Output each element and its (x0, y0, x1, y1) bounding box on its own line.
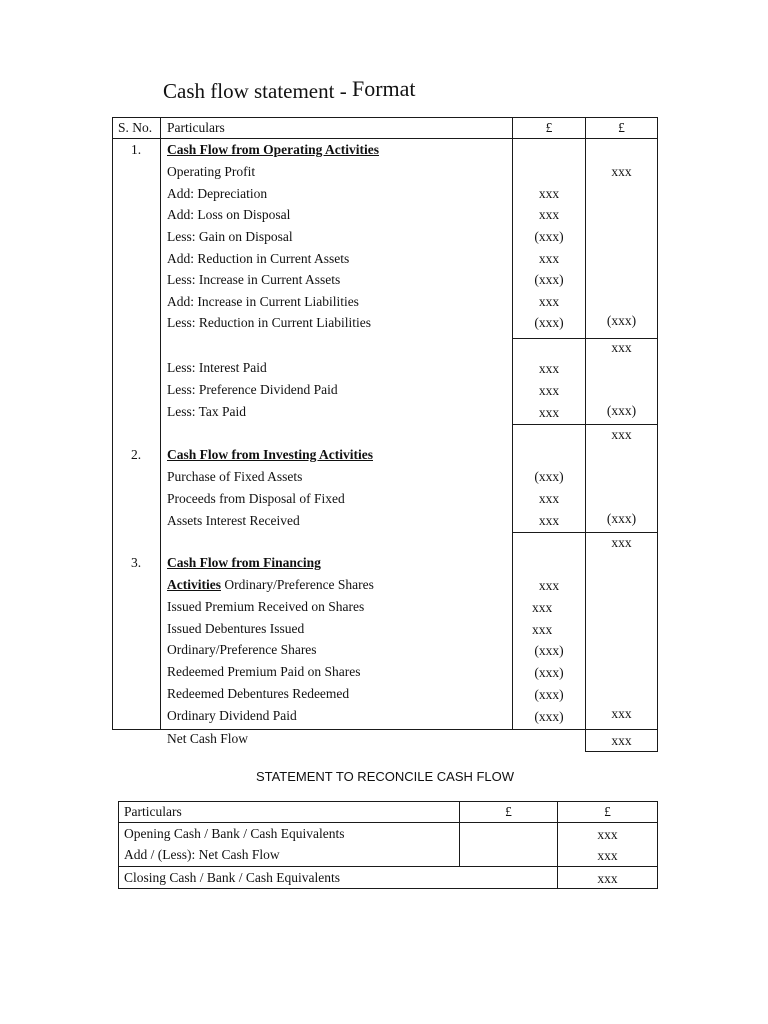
row-label: Issued Premium Received on Shares (167, 599, 365, 614)
reconcile-top-border (118, 801, 658, 802)
row-col1: (xxx) (534, 469, 564, 484)
row-col1: (xxx) (534, 272, 564, 287)
reconcile-closing-label: Closing Cash / Bank / Cash Equivalents (124, 870, 340, 885)
row-col1: (xxx) (534, 709, 564, 724)
subtotal-value: xxx (611, 340, 632, 355)
header-col1: £ (545, 120, 553, 135)
row-label: Redeemed Premium Paid on Shares (167, 664, 361, 679)
row-label: Purchase of Fixed Assets (167, 469, 303, 484)
title-main: Cash flow statement - (163, 79, 347, 103)
page-title (163, 78, 416, 104)
row-col1: (xxx) (534, 687, 564, 702)
reconcile-header-col1: £ (505, 804, 512, 819)
net-cash-flow-label: Net Cash Flow (167, 731, 248, 746)
section-heading-investing: Cash Flow from Investing Activities (167, 447, 373, 462)
row-label: Less: Gain on Disposal (167, 229, 293, 244)
table-top-border (112, 117, 658, 118)
row-label: Redeemed Debentures Redeemed (167, 686, 350, 701)
reconcile-net-label: Add / (Less): Net Cash Flow (124, 847, 280, 862)
section-number-3: 3. (130, 555, 142, 570)
section-heading-operating: Cash Flow from Operating Activities (167, 142, 379, 157)
row-col1: (xxx) (534, 643, 564, 658)
row-col1: xxx (538, 251, 560, 266)
row-label: Proceeds from Disposal of Fixed (167, 491, 345, 506)
net-cash-flow-value: xxx (611, 733, 632, 748)
reconcile-heading: STATEMENT TO RECONCILE CASH FLOW (255, 769, 515, 784)
subtotal-value: xxx (611, 535, 632, 550)
row-label: Ordinary Dividend Paid (167, 708, 297, 723)
row-label: Add: Reduction in Current Assets (167, 251, 350, 266)
net-cash-box-bottom (585, 751, 658, 752)
financing-heading-cont (167, 577, 374, 593)
row-col1: xxx (538, 383, 560, 398)
row-col1: xxx (538, 491, 560, 506)
row-col1: xxx (538, 186, 560, 201)
title-suffix: Format (351, 76, 416, 101)
section-heading-financing: Cash Flow from Financing (167, 555, 321, 570)
row-col2: xxx (611, 164, 632, 179)
row-col1: xxx (538, 578, 560, 593)
row-col1: (xxx) (534, 229, 564, 244)
row-col1: xxx (538, 513, 560, 528)
row-col2: (xxx) (606, 511, 637, 526)
reconcile-header-particulars: Particulars (124, 804, 182, 819)
reconcile-opening-label: Opening Cash / Bank / Cash Equivalents (124, 826, 345, 841)
reconcile-closing-value: xxx (597, 871, 618, 886)
reconcile-opening-value: xxx (597, 827, 618, 842)
row-label: Operating Profit (167, 164, 256, 179)
reconcile-row-divider (118, 866, 658, 867)
header-particulars: Particulars (167, 120, 225, 135)
row-col1: xxx (532, 600, 553, 615)
section-number-2: 2. (130, 447, 142, 462)
row-col1: xxx (532, 622, 553, 637)
row-label: Less: Increase in Current Assets (167, 272, 341, 287)
row-label: Assets Interest Received (167, 513, 300, 528)
table-left-border (112, 117, 113, 730)
table-right-border (657, 117, 658, 752)
row-label: Less: Tax Paid (167, 404, 247, 419)
reconcile-right-border (657, 801, 658, 889)
row-col1: (xxx) (534, 315, 564, 330)
row-label: Add: Depreciation (167, 186, 268, 201)
row-col1: xxx (538, 294, 560, 309)
row-col1: xxx (538, 405, 560, 420)
row-col2: xxx (611, 706, 632, 721)
row-label: Issued Debentures Issued (167, 621, 305, 636)
table-header-divider (112, 138, 658, 139)
row-label: Less: Reduction in Current Liabilities (167, 315, 371, 330)
subtotal-value: xxx (611, 427, 632, 442)
row-label: Ordinary/Preference Shares (167, 642, 317, 657)
reconcile-header-divider (118, 822, 658, 823)
row-col2: (xxx) (606, 313, 637, 328)
row-label: Add: Loss on Disposal (167, 207, 291, 222)
reconcile-header-col2: £ (604, 804, 611, 819)
row-col2: (xxx) (606, 403, 637, 418)
reconcile-net-value: xxx (597, 848, 618, 863)
reconcile-bottom-border (118, 888, 658, 889)
row-col1: xxx (538, 361, 560, 376)
header-col2: £ (618, 120, 625, 135)
row-label: Less: Interest Paid (167, 360, 267, 375)
reconcile-left-border (118, 801, 119, 889)
row-label: Add: Increase in Current Liabilities (167, 294, 359, 309)
row-label: Less: Preference Dividend Paid (167, 382, 338, 397)
section-heading-financing-cont: Activities (167, 577, 221, 592)
row-col1: (xxx) (534, 665, 564, 680)
row-col1: xxx (538, 207, 560, 222)
sno-divider (160, 117, 161, 730)
header-sno: S. No. (118, 120, 153, 135)
table-bottom-border (112, 729, 658, 730)
section-number-1: 1. (130, 142, 142, 157)
section-heading-financing-tail: Ordinary/Preference Shares (220, 577, 374, 592)
